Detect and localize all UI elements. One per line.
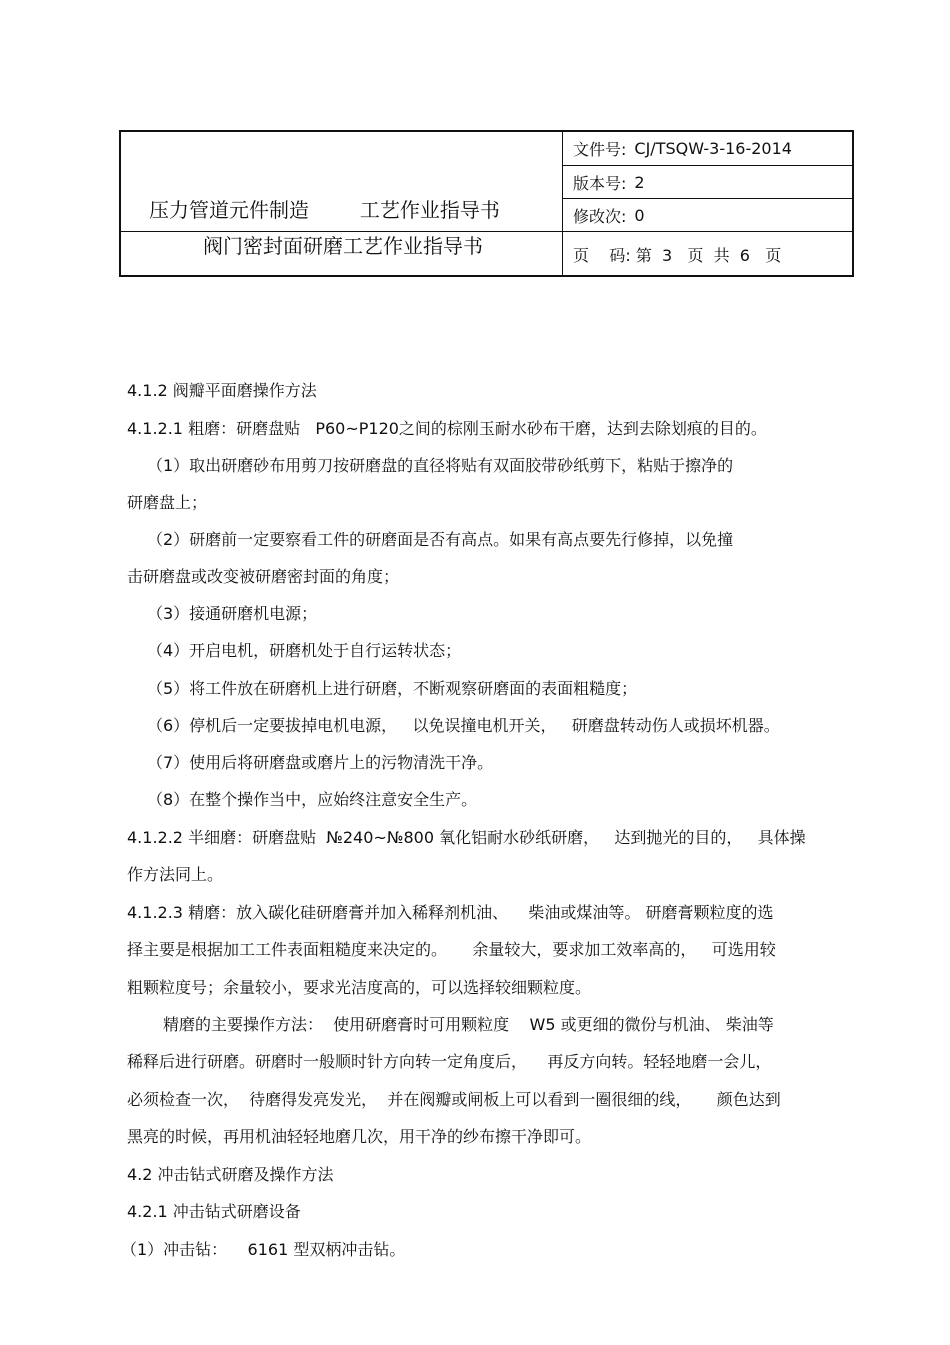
version-row: [563, 166, 854, 199]
doc-number-value: CJ/TSQW-3-16-2014: [634, 139, 792, 158]
paragraph-line: 4.1.2.2 半细磨：研磨盘贴 №240~№800 氧化铝耐水砂纸研磨， 达到抛光的目的， 具体操: [127, 828, 806, 847]
section-heading: 4.2.1 冲击钻式研磨设备: [127, 1202, 301, 1221]
header-subtitle-cell: [121, 232, 563, 277]
list-item: （6）停机后一定要拔掉电机电源， 以免误撞电机开关， 研磨盘转动伤人或损坏机器。: [147, 716, 780, 735]
header-main-title: 压力管道元件制造 工艺作业指导书: [149, 198, 500, 222]
section-heading: 4.2 冲击钻式研磨及操作方法: [127, 1165, 334, 1184]
header-title-cell: [121, 132, 563, 232]
version-value: 2: [634, 172, 645, 192]
doc-number-label: 文件号:: [573, 140, 627, 159]
list-item-continued: 研磨盘上；: [127, 493, 208, 512]
list-item: （3）接通研磨机电源；: [147, 604, 318, 623]
revision-value: 0: [634, 205, 645, 225]
list-item: （4）开启电机，研磨机处于自行运转状态；: [147, 641, 462, 660]
paragraph-line: 黑亮的时候，再用机油轻轻地磨几次，用干净的纱布擦干净即可。: [127, 1127, 592, 1146]
header-subtitle: 阀门密封面研磨工艺作业指导书: [203, 234, 483, 258]
list-item: （1）冲击钻： 6161 型双柄冲击钻。: [121, 1240, 406, 1259]
paragraph-line: 必须检查一次， 待磨得发亮发光， 并在阀瓣或闸板上可以看到一圈很细的线， 颜色达到: [127, 1090, 781, 1109]
list-item: （8）在整个操作当中，应始终注意安全生产。: [147, 790, 478, 809]
page-number-text: 页 码: 第 3 页 共 6 页: [573, 246, 782, 265]
list-item: （2）研磨前一定要察看工件的研磨面是否有高点。如果有高点要先行修掉，以免撞: [147, 530, 734, 549]
section-heading: 4.1.2 阀瓣平面磨操作方法: [127, 381, 317, 400]
paragraph-line: 精磨的主要操作方法： 使用研磨膏时可用颗粒度 W5 或更细的微份与机油、 柴油等: [163, 1015, 774, 1034]
list-item: （5）将工件放在研磨机上进行研磨，不断观察研磨面的表面粗糙度；: [147, 679, 638, 698]
list-item-continued: 击研磨盘或改变被研磨密封面的角度；: [127, 567, 400, 586]
document-header-table: [119, 130, 854, 277]
doc-number-row: [563, 132, 854, 166]
paragraph-line: 稀释后进行研磨。研磨时一般顺时针方向转一定角度后， 再反方向转。轻轻地磨一会儿，: [127, 1052, 772, 1071]
paragraph-line: 4.1.2.3 精磨：放入碳化硅研磨膏并加入稀释剂机油、 柴油或煤油等。 研磨膏颗粒度的选: [127, 903, 774, 922]
paragraph-line: 作方法同上。: [127, 865, 224, 884]
page-number-row: [563, 232, 854, 277]
revision-label: 修改次:: [573, 206, 627, 226]
paragraph-line: 粗颗粒度号；余量较小，要求光洁度高的，可以选择较细颗粒度。: [127, 978, 592, 997]
list-item: （1）取出研磨砂布用剪刀按研磨盘的直径将贴有双面胶带砂纸剪下，粘贴于擦净的: [147, 456, 734, 475]
paragraph-line: 4.1.2.1 粗磨：研磨盘贴 P60~P120之间的棕刚玉耐水砂布干磨，达到去除划痕的目的。: [127, 419, 767, 438]
version-label: 版本号:: [573, 173, 627, 193]
paragraph-line: 择主要是根据加工工件表面粗糙度来决定的。 余量较大，要求加工效率高的， 可选用较: [127, 940, 776, 959]
list-item: （7）使用后将研磨盘或磨片上的污物清洗干净。: [147, 753, 494, 772]
revision-row: [563, 199, 854, 232]
